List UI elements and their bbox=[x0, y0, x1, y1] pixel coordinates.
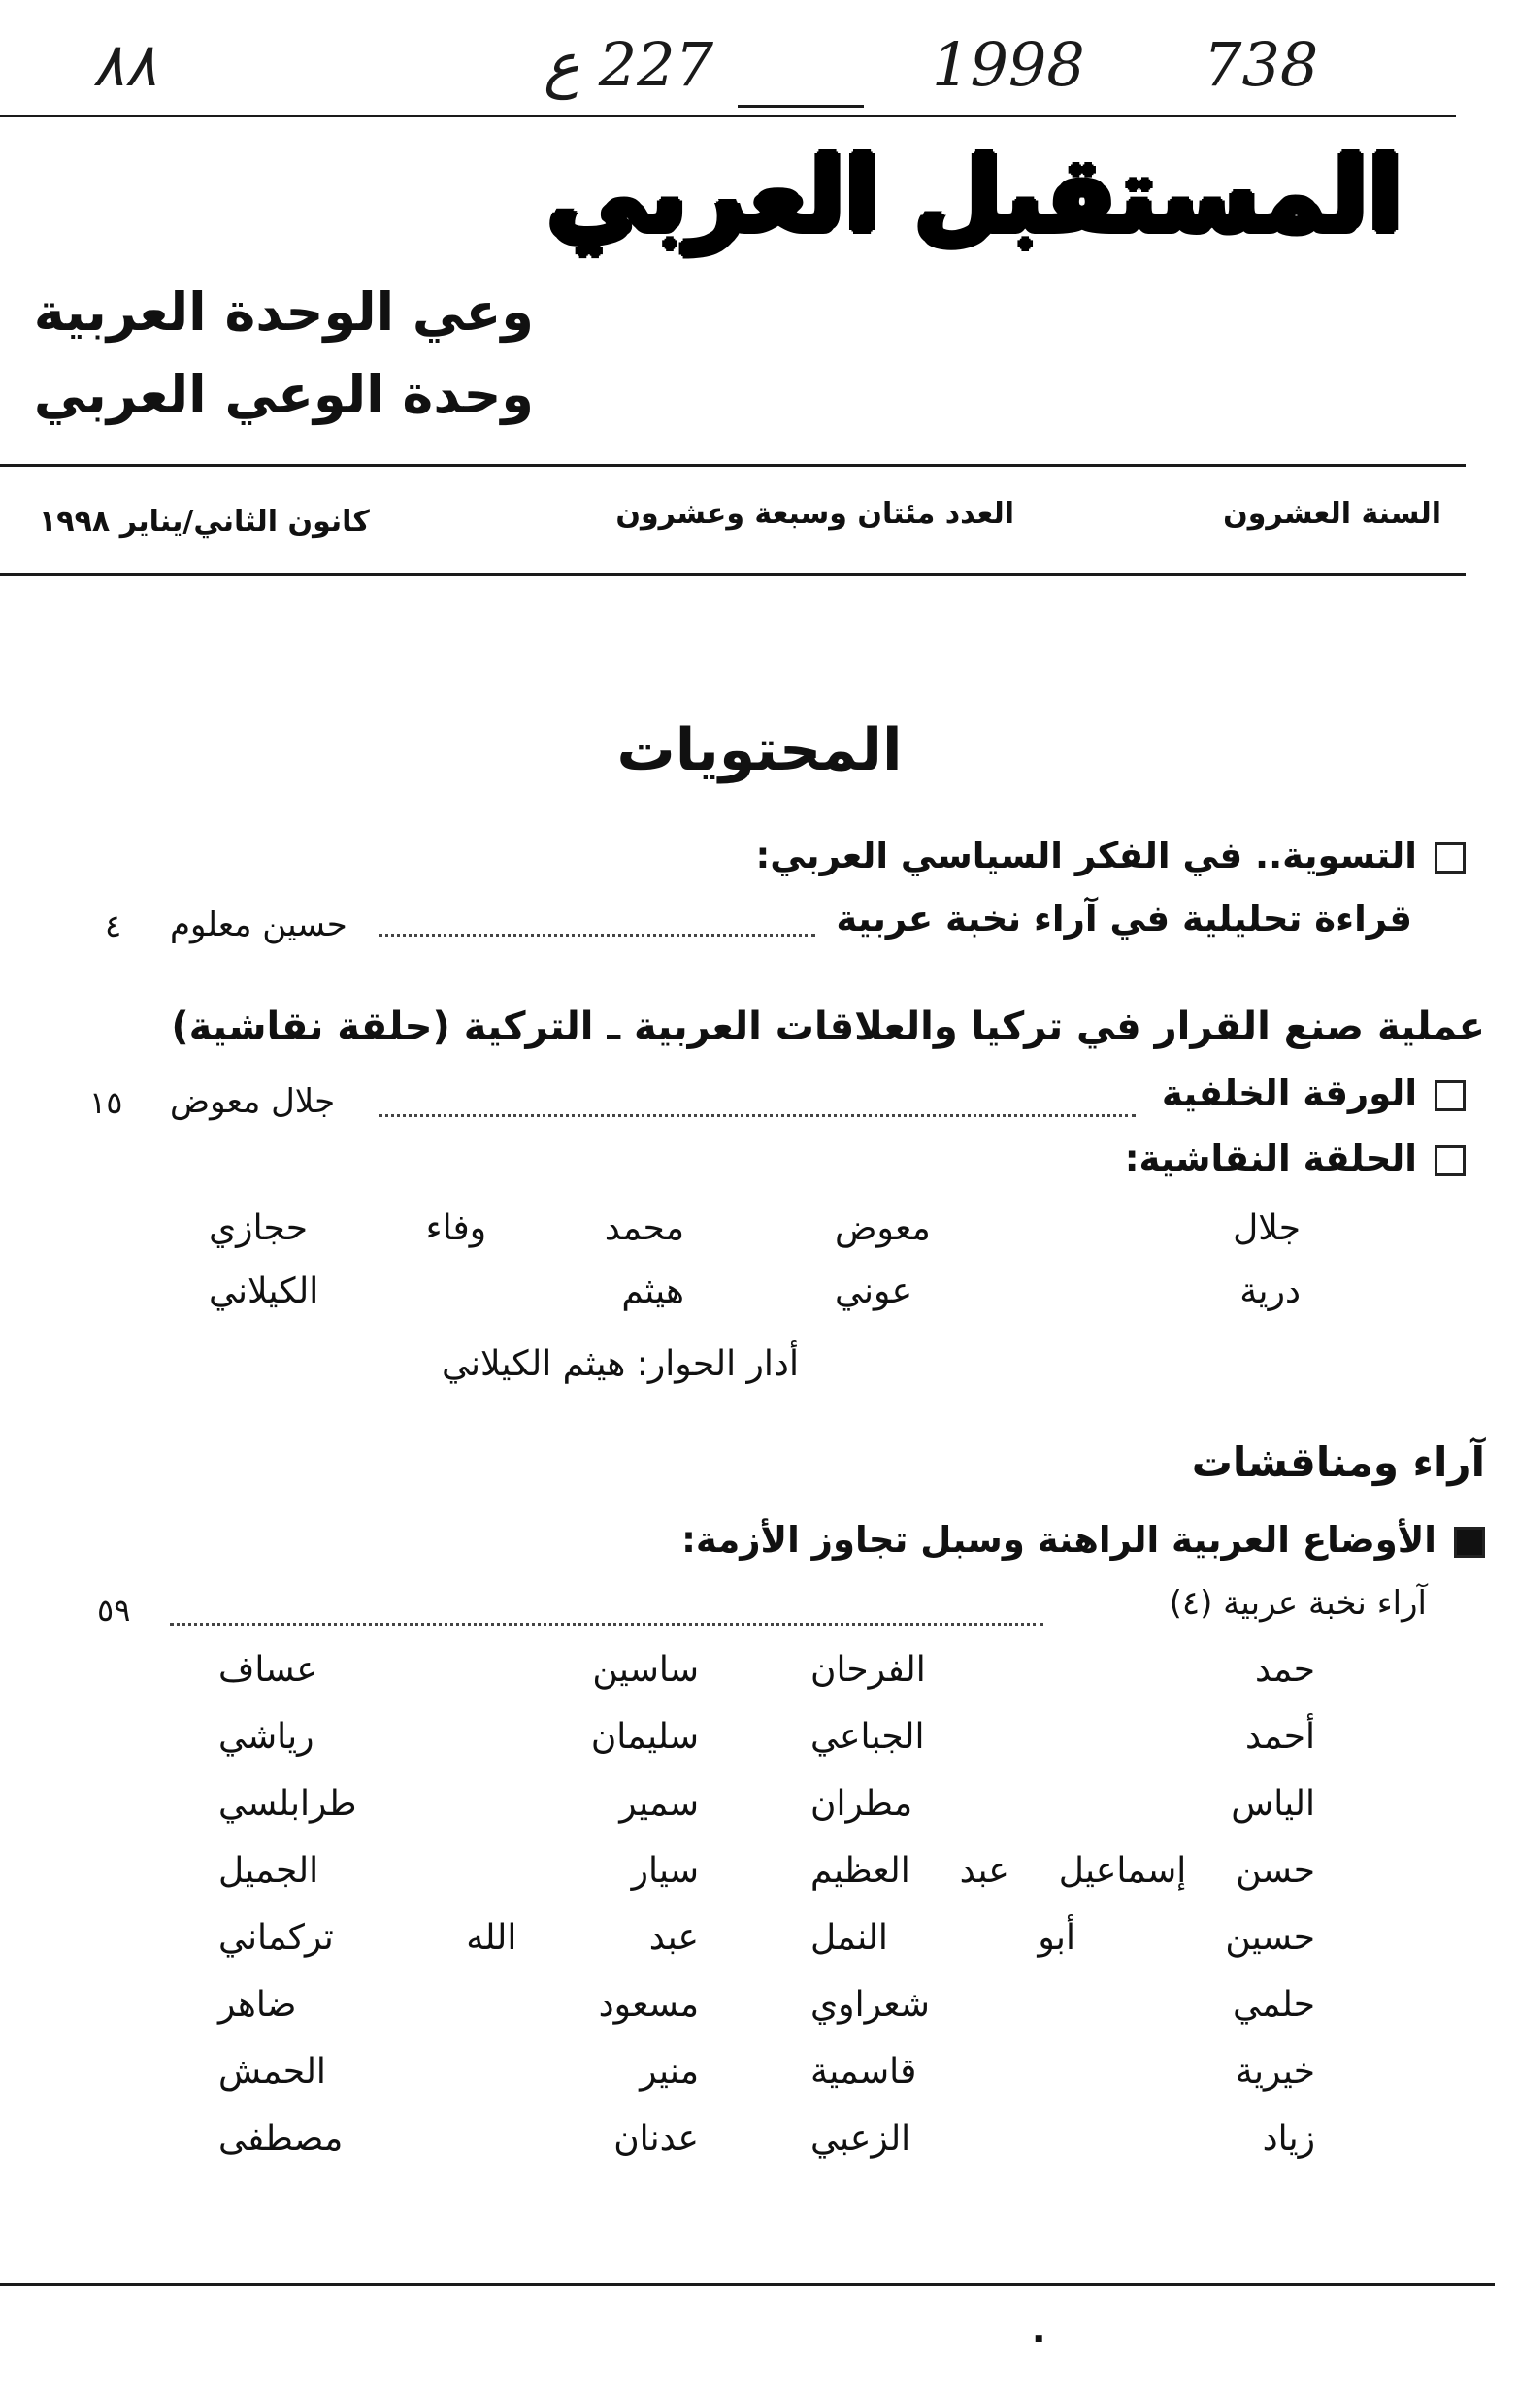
background-author: جلال معوض bbox=[170, 1082, 336, 1121]
section2-heading: عملية صنع القرار في تركيا والعلاقات العربية ـ التركية (حلقة نقاشية) bbox=[171, 1005, 1485, 1049]
participant-left-1: محمد وفاء حجازي bbox=[209, 1208, 684, 1248]
name-right-3: الياس مطران bbox=[810, 1784, 1315, 1824]
issue-rule-top bbox=[0, 464, 1466, 467]
name-left-1: ساسين عساف bbox=[218, 1650, 699, 1690]
name-right-6: حلمي شعراوي bbox=[810, 1985, 1315, 2025]
item1-subtitle: قراءة تحليلية في آراء نخبة عربية bbox=[836, 898, 1412, 940]
footer-mark: ٠ bbox=[1027, 2315, 1051, 2359]
participant-left-2: هيثم الكيلاني bbox=[209, 1271, 684, 1311]
name-right-4: حسن إسماعيل عبد العظيم bbox=[810, 1851, 1315, 1891]
discussion-label bbox=[1125, 1138, 1466, 1179]
checkbox-icon bbox=[1435, 1080, 1466, 1111]
names-right-column bbox=[810, 1650, 1315, 2186]
participant-right-1: جلال معوض bbox=[835, 1208, 1301, 1248]
handwriting-underline bbox=[738, 105, 864, 108]
section3-item-page: ٥٩ bbox=[97, 1592, 131, 1629]
volume-label: السنة العشرون bbox=[1223, 497, 1441, 531]
slogan-line-1: وعي الوحدة العربية bbox=[33, 281, 534, 343]
contents-title: المحتويات bbox=[616, 716, 903, 784]
handwritten-call-number: 227 ع bbox=[544, 29, 714, 100]
masthead-logo: المستقبل العربي bbox=[546, 136, 1403, 254]
slogan-line-2: وحدة الوعي العربي bbox=[33, 364, 534, 425]
item1-leader-dots bbox=[379, 934, 815, 937]
section3-item-subtitle: آراء نخبة عربية (٤) bbox=[1169, 1584, 1427, 1623]
checkbox-icon bbox=[1435, 1145, 1466, 1176]
item1-title-text: التسوية.. في الفكر السياسي العربي: bbox=[755, 835, 1417, 876]
section3-item-title bbox=[681, 1519, 1485, 1561]
name-left-8: عدنان مصطفى bbox=[218, 2119, 699, 2159]
handwritten-left-note: ٨٨ bbox=[92, 29, 157, 100]
item1-title bbox=[755, 835, 1466, 876]
name-left-2: سليمان رياشي bbox=[218, 1717, 699, 1757]
name-left-3: سمير طرابلسي bbox=[218, 1784, 699, 1824]
names-left-column bbox=[218, 1650, 699, 2186]
name-left-4: سيار الجميل bbox=[218, 1851, 699, 1891]
section3-item-title-text: الأوضاع العربية الراهنة وسبل تجاوز الأزمة: bbox=[681, 1519, 1436, 1561]
background-page: ١٥ bbox=[89, 1084, 123, 1121]
section3-leader-dots bbox=[170, 1623, 1043, 1626]
issue-rule-bottom bbox=[0, 573, 1466, 576]
name-right-5: حسين أبو النمل bbox=[810, 1918, 1315, 1958]
handwritten-year: 1998 bbox=[932, 29, 1085, 100]
item1-author: حسين معلوم bbox=[170, 906, 347, 944]
moderator: أدار الحوار: هيثم الكيلاني bbox=[442, 1344, 799, 1384]
item1-page: ٤ bbox=[105, 907, 122, 944]
name-left-7: منير الحمش bbox=[218, 2052, 699, 2092]
section3-heading: آراء ومناقشات bbox=[1191, 1438, 1485, 1486]
background-leader-dots bbox=[379, 1114, 1136, 1117]
issue-date: كانون الثاني/يناير ١٩٩٨ bbox=[39, 505, 370, 539]
background-paper-text: الورقة الخلفية bbox=[1161, 1072, 1417, 1114]
top-rule bbox=[0, 115, 1456, 117]
discussion-label-text: الحلقة النقاشية: bbox=[1124, 1138, 1417, 1179]
bottom-rule bbox=[0, 2283, 1495, 2286]
filled-square-icon bbox=[1454, 1527, 1485, 1558]
name-right-8: زياد الزعبي bbox=[810, 2119, 1315, 2159]
name-right-2: أحمد الجباعي bbox=[810, 1717, 1315, 1757]
name-left-6: مسعود ضاهر bbox=[218, 1985, 699, 2025]
background-paper bbox=[1162, 1072, 1466, 1114]
participant-right-2: درية عوني bbox=[835, 1271, 1301, 1311]
issue-number: العدد مئتان وسبعة وعشرون bbox=[615, 497, 1014, 531]
handwritten-right-note: 738 bbox=[1204, 29, 1319, 100]
checkbox-icon bbox=[1435, 842, 1466, 874]
name-right-7: خيرية قاسمية bbox=[810, 2052, 1315, 2092]
name-right-1: حمد الفرحان bbox=[810, 1650, 1315, 1690]
name-left-5: عبد الله تركماني bbox=[218, 1918, 699, 1958]
